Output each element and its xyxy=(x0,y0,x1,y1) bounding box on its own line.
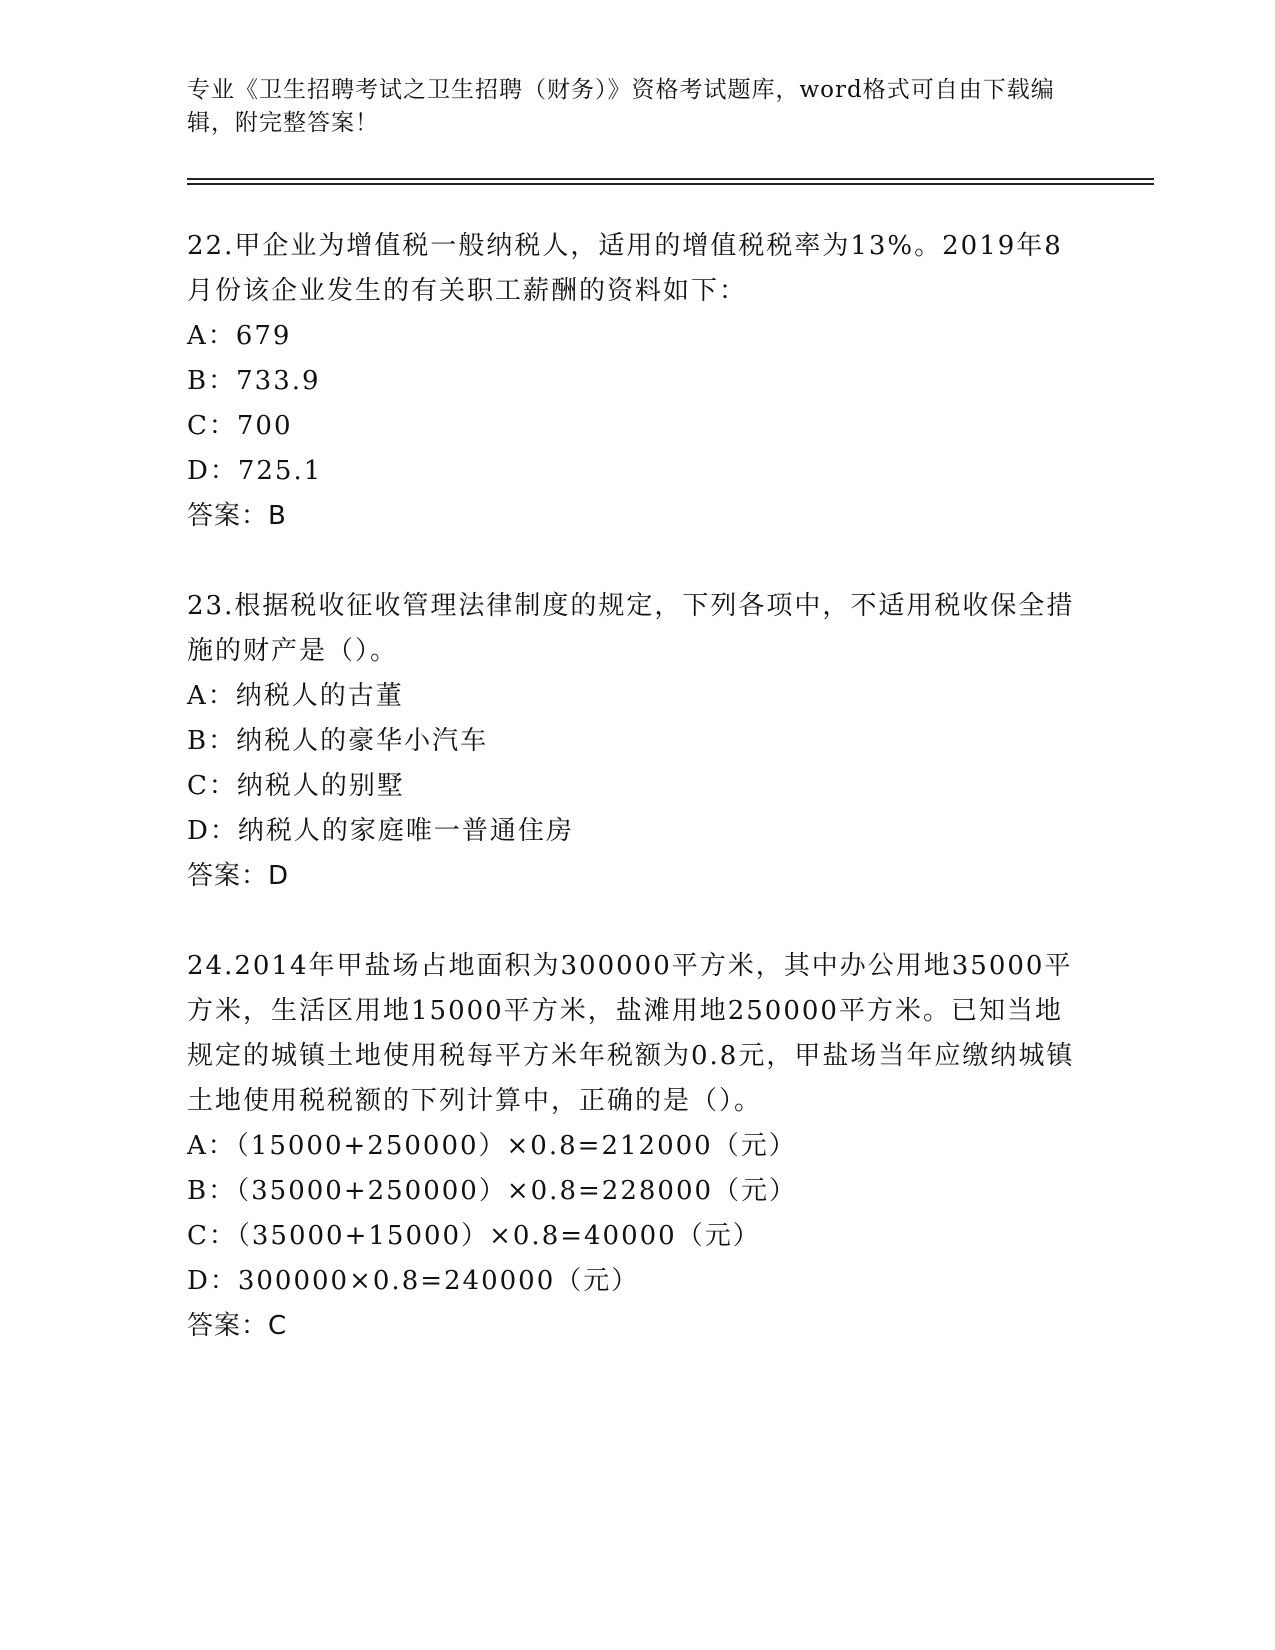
option-b: B：（35000+250000）×0.8=228000（元） xyxy=(187,1176,798,1206)
option-d: D：纳税人的家庭唯一普通住房 xyxy=(187,816,574,846)
question-stem: 22.甲企业为增值税一般纳税人，适用的增值税税率为13%。2019年8月份该企业发生的有关职工薪酬的资料如下： xyxy=(187,231,1063,306)
answer-label: 答案：C xyxy=(187,1311,288,1341)
question-stem: 24.2014年甲盐场占地面积为300000平方米，其中办公用地35000平方米，生活区用地15000平方米，盐滩用地250000平方米。已知当地规定的城镇土地使用税每平方米年税额为0.8元，甲盐场当年应缴纳城镇土地使用税税额的下列计算中，正确的是（）。 xyxy=(187,951,1075,1116)
option-c: C：纳税人的别墅 xyxy=(187,771,405,801)
option-c: C：700 xyxy=(187,411,293,441)
option-c: C：（35000+15000）×0.8=40000（元） xyxy=(187,1221,761,1251)
document-header: 专业《卫生招聘考试之卫生招聘（财务）》资格考试题库，word格式可自由下载编辑，附完整答案！ xyxy=(187,77,1055,136)
option-a: A：纳税人的古董 xyxy=(187,681,404,711)
option-b: B：纳税人的豪华小汽车 xyxy=(187,726,489,756)
question-24 xyxy=(187,944,1087,1349)
answer-label: 答案：B xyxy=(187,501,287,531)
option-a: A：679 xyxy=(187,321,292,351)
question-23 xyxy=(187,584,1087,899)
header-divider-top xyxy=(187,178,1154,180)
option-d: D：300000×0.8=240000（元） xyxy=(187,1266,640,1296)
question-22 xyxy=(187,224,1087,539)
answer-label: 答案：D xyxy=(187,861,290,891)
option-b: B：733.9 xyxy=(187,366,321,396)
header-divider-bottom xyxy=(187,183,1154,185)
option-d: D：725.1 xyxy=(187,456,323,486)
option-a: A：（15000+250000）×0.8=212000（元） xyxy=(187,1131,797,1161)
question-stem: 23.根据税收征收管理法律制度的规定，下列各项中，不适用税收保全措施的财产是（）。 xyxy=(187,591,1075,666)
